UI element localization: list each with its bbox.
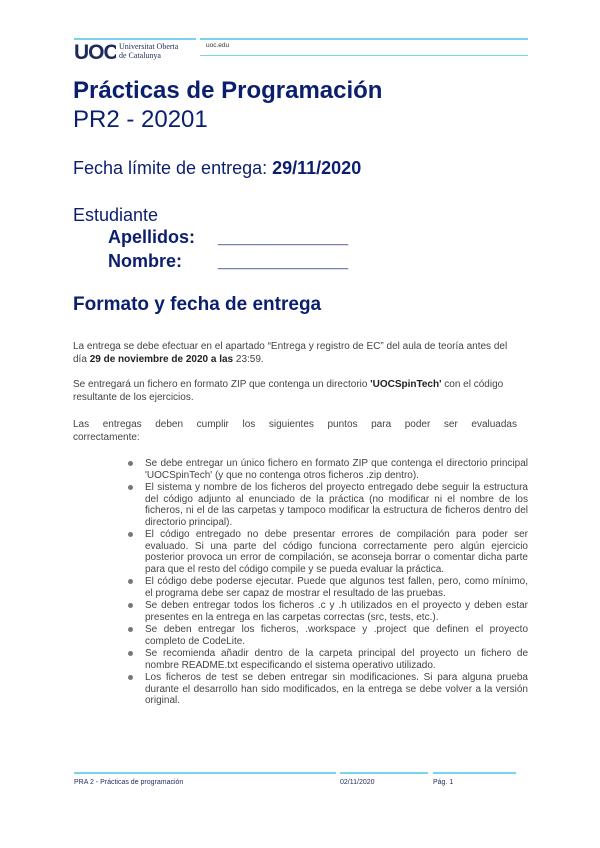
bullet-icon bbox=[128, 579, 133, 584]
list-item: Los ficheros de test se deben entregar sin modificaciones. Si para alguna prueba durante el desarrollo han sido modificados, en la entrega se debe volver a la versión original. bbox=[128, 672, 528, 707]
footer-rule-course bbox=[74, 772, 336, 774]
name-label: Nombre: bbox=[108, 251, 183, 271]
header-rule-right bbox=[200, 38, 528, 40]
name-blank: _____________ bbox=[218, 251, 349, 271]
document-subtitle: PR2 - 20201 bbox=[73, 106, 208, 133]
paragraph-zip: Se entregará un fichero en formato ZIP que contenga un directorio 'UOCSpinTech' con el código resultante de los ejercicios. bbox=[73, 379, 504, 403]
footer-rule-page bbox=[433, 772, 516, 774]
list-item: Se deben entregar los ficheros, .workspace y .project que definen el proyecto completo de CodeLite. bbox=[128, 624, 528, 647]
document-title: Prácticas de Programación bbox=[73, 77, 383, 104]
site-url: uoc.edu bbox=[206, 42, 230, 49]
uoc-logo-mark bbox=[74, 38, 116, 66]
deadline-label: Fecha límite de entrega: bbox=[73, 158, 273, 178]
surname-label: Apellidos: bbox=[108, 227, 196, 247]
uoc-logo bbox=[74, 38, 116, 66]
header-rule-bottom bbox=[200, 55, 528, 56]
list-item: Se deben entregar todos los ficheros .c y .h utilizados en el proyecto y deben estar presentes en la entrega en las carpetas correctas (src, tests, etc.). bbox=[128, 600, 528, 623]
deadline bbox=[73, 158, 361, 179]
section-title: Formato y fecha de entrega bbox=[73, 294, 322, 315]
requirements-list bbox=[128, 458, 528, 708]
university-line1: Universitat Oberta bbox=[119, 42, 179, 51]
footer-page: Pág. 1 bbox=[433, 779, 454, 786]
bullet-icon bbox=[128, 485, 133, 490]
list-item: El sistema y nombre de los ficheros del proyecto entregado debe seguir la estructura del código adjunto al enunciado de la práctica (no modificar ni el nombre de los ficheros, ni el de las carpetas y tampoco modificar la estructura de ficheros dentro del directorio principal). bbox=[128, 482, 528, 528]
list-item: El código entregado no debe presentar errores de compilación para poder ser evaluado. Si una parte del código funciona correctamente pero algún ejercicio posterior provoca un error de compilación, se aconseja borrar o comentar dicha parte para que el resto del código compile y se pueda evaluar la práctica. bbox=[128, 529, 528, 575]
paragraph-delivery: La entrega se debe efectuar en el apartado “Entrega y registro de EC” del aula de teoría antes del día 29 de noviembre de 2020 a las 23:59. bbox=[73, 341, 508, 365]
paragraph-requirements: Las entregas deben cumplir los siguientes puntos para poder ser evaluadas correctamente: bbox=[73, 419, 517, 443]
list-item: Se debe entregar un único fichero en formato ZIP que contenga el directorio principal 'UOCSpinTech' (y que no contenga otros ficheros .zip dentro). bbox=[128, 458, 528, 481]
university-line2: de Catalunya bbox=[119, 51, 161, 60]
university-name bbox=[119, 42, 178, 60]
bullet-icon bbox=[128, 603, 133, 608]
footer-rule-date bbox=[340, 772, 428, 774]
surname-blank: _____________ bbox=[218, 227, 349, 247]
bullet-icon bbox=[128, 651, 133, 656]
bullet-icon bbox=[128, 461, 133, 466]
bullet-icon bbox=[128, 627, 133, 632]
list-item: El código debe poderse ejecutar. Puede que algunos test fallen, pero, como mínimo, el programa debe ser capaz de mostrar el resultado de las pruebas. bbox=[128, 576, 528, 599]
bullet-icon bbox=[128, 675, 133, 680]
page-footer bbox=[0, 766, 600, 796]
footer-course: PRA 2 - Prácticas de programación bbox=[74, 779, 184, 786]
page-header bbox=[0, 0, 600, 70]
footer-date: 02/11/2020 bbox=[340, 779, 375, 786]
bullet-icon bbox=[128, 532, 133, 537]
student-label: Estudiante bbox=[73, 205, 159, 225]
list-item: Se recomienda añadir dentro de la carpeta principal del proyecto un fichero de nombre README.txt especificando el sistema operativo utilizado. bbox=[128, 648, 528, 671]
deadline-value: 29/11/2020 bbox=[272, 158, 362, 178]
svg-text:UOC: UOC bbox=[74, 41, 116, 64]
